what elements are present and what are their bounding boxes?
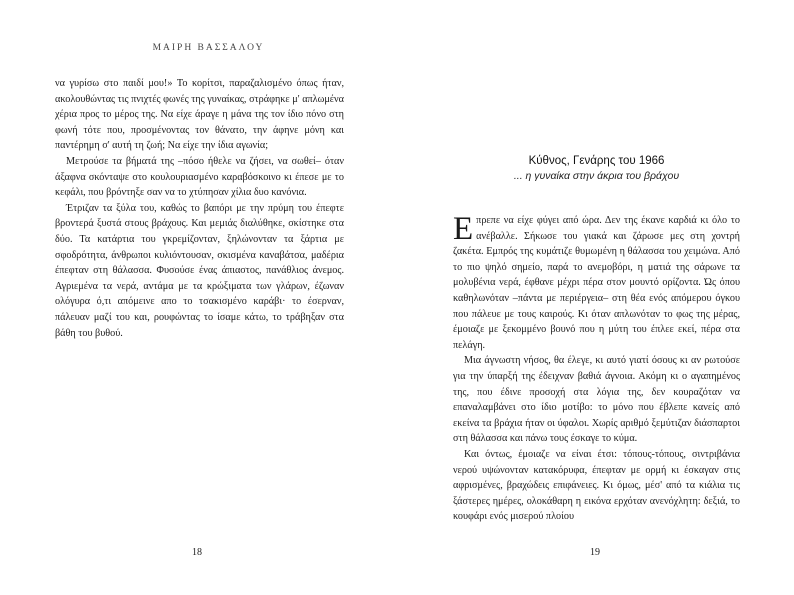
chapter-subtitle: ... η γυναίκα στην άκρια του βράχου [513, 170, 680, 182]
page-number: 18 [192, 547, 202, 558]
right-page-body [453, 213, 740, 525]
running-head-author: ΜΑΙΡΗ ΒΑΣΣΑΛΟΥ [152, 43, 265, 53]
paragraph: Και όντως, έμοιαζε να είναι έτσι: τόπους-τόπους, σιντριβάνια νερού υψώνονταν κατακόρυφα, έπεφταν με ορμή κι έσκαγαν στις αφρισμένες, βραχώδεις επιφάνειες. Κι όμως, μέσ' από τα κιάλια τις ξάστερες ημέρες, ολοκάθαρη η εικόνα ερχόταν ανενόχλητη: δεξιά, το κουφάρι ενός μισερού πλοίου [453, 448, 740, 523]
drop-cap: Ε [453, 211, 474, 247]
paragraph: Έτριζαν τα ξύλα του, καθώς το βαπόρι με την πρύμη του έπεφτε βροντερά ξυστά στους βράχους. Και μεμιάς διαλύθηκε, σκίστηκε στα δύο. Τα κατάρτια του γκρεμίζονταν, ξηλώνονταν τα ξάρτια με σφοδρότητα, άνθρωποι κυλιόντουσαν, σκισμένα καναβάτσα, μαδέρια έπεφταν στη θάλασσα. Φυσούσε ένας άπιαστος, πανάθλιος άνεμος. Αγριεμένα τα νερά, αντάμα με τα κρώξιματα των γλάρων, έζωναν ολόγυρα ό,τι απόμεινε απο το τσακισμένο καράβι· το έσερναν, πάλευαν μαζί του και, ρουφώντας το ίσαμε κάτω, το τράβηξαν στα βάθη του βυθού. [55, 202, 344, 339]
page-number: 19 [590, 547, 600, 558]
opening-paragraph [453, 213, 740, 353]
paragraph: Μετρούσε τα βήματά της –πόσο ήθελε να ζήσει, να σωθεί– όταν άξαφνα σκόνταψε στο κουλουριασμένο καραβόσκοινο κι έπεσε με το κεφάλι, που βρόντηξε σαν να το χτύπησαν χίλια δυο κανόνια. [55, 155, 344, 199]
chapter-title: Κύθνος, Γενάρης του 1966 [528, 155, 665, 167]
left-page-body [55, 76, 344, 341]
paragraph-text: πρεπε να είχε φύγει από ώρα. Δεν της έκανε καρδιά κι όλο το ανέβαλλε. Σήκωσε του γιακά και ζάρωσε μες στη χοντρή ζακέτα. Εμπρός της κυμάτιζε θυμωμένη η θάλασσα του χειμώνα. Από το πιο ψηλό σημείο, παρά το ανεμοβόρι, η ματιά της σάρωνε τα μολυβένια νερά, έφθανε μέχρι πέρα στον μουντό ορίζοντα. Ώς όπου καθηλωνόταν –πάντα με περιέργεια– στη θέα ενός απόμερου όγκου που πάλευε με τους καιρούς. Κι όταν απλωνόταν το φως της μέρας, έμοιαζε με ξεκομμένο βουνό που η μύτη του έπλεε εκεί, πέρα στα πελάγη. [453, 215, 740, 351]
paragraph: Μια άγνωστη νήσος, θα έλεγε, κι αυτό γιατί όσους κι αν ρωτούσε για την ύπαρξή της έδειχναν βαθιά άγνοια. Ακόμη κι ο αγαπημένος της, που έδινε προσοχή στα λόγια της, δεν κουραζόταν να επαναλαμβάνει στο ίδιο μοτίβο: το μόνο που έβλεπε κανείς από εκείνα τα βράχια ήταν οι ύφαλοι. Χωρίς αριθμό ξεμύτιζαν διάσπαρτοι στη θάλασσα και πάνω τους έσκαγε το κύμα. [453, 355, 740, 445]
paragraph: να γυρίσω στο παιδί μου!» Το κορίτσι, παραζαλισμένο όπως ήταν, ακολουθώντας τις πνιχτές φωνές της γυναίκας, στράφηκε μ' απλωμένα χέρια προς το μέρος της. Να είχε άραγε η μάνα της τον ίδιο πόνο στη φωνή τότε που, προσμένοντας τον θάνατο, την άφηνε μόνη και παντέρημη σ' αυτή τη ζωή; Να είχε την ίδια αγωνία; [55, 78, 344, 152]
right-page [397, 0, 794, 595]
